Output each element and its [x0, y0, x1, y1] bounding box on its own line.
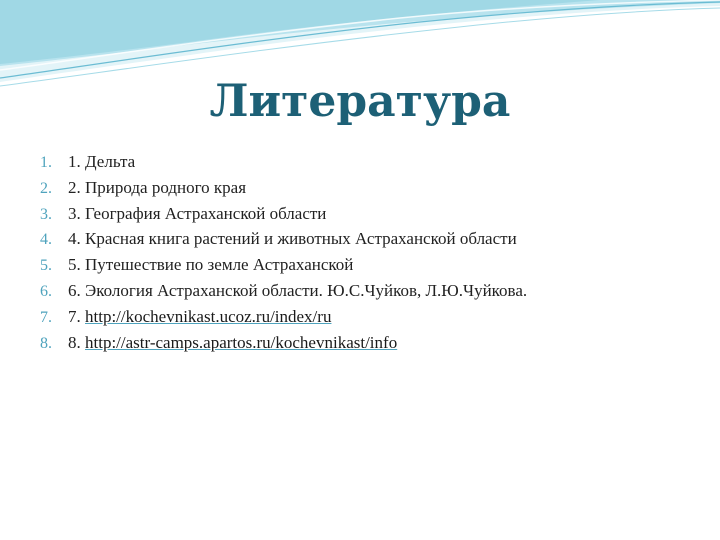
- astr-camps-link[interactable]: http://astr-camps.apartos.ru/kochevnikast/info: [85, 332, 398, 352]
- list-item: [40, 229, 700, 255]
- slide-title: Литература: [209, 76, 511, 127]
- list-item-number: 1.: [40, 154, 52, 171]
- list-item-number: 2.: [40, 179, 52, 197]
- list-item-text: [68, 333, 397, 353]
- list-item-text: 1. Дельта: [68, 152, 136, 171]
- list-item: [40, 255, 700, 281]
- list-item: [40, 307, 700, 333]
- list-item-text: 4. Красная книга растений и животных Астраханской области: [68, 229, 517, 249]
- list-item-number: 3.: [40, 205, 52, 223]
- list-item-prefix: 7.: [68, 306, 85, 326]
- list-item-number: 4.: [40, 231, 52, 249]
- list-item-number: 7.: [40, 308, 52, 326]
- list-item-prefix: 8.: [68, 332, 85, 352]
- list-item-number: 6.: [40, 282, 52, 300]
- kochevnikast-ucoz-link[interactable]: http://kochevnikast.ucoz.ru/index/ru: [85, 306, 332, 326]
- list-item: [40, 333, 700, 359]
- list-item-number: 5.: [40, 257, 52, 275]
- list-item: [40, 152, 700, 178]
- list-item: [40, 204, 700, 230]
- literature-list: [40, 152, 700, 358]
- list-item-text: [68, 307, 331, 327]
- list-item-number: 8.: [40, 334, 52, 352]
- list-item-text: 6. Экология Астраханской области. Ю.С.Чуйков, Л.Ю.Чуйкова.: [68, 280, 528, 300]
- list-item-text: 3. География Астраханской области: [68, 203, 327, 223]
- list-item: [40, 178, 700, 204]
- list-item-text: 5. Путешествие по земле Астраханской: [68, 255, 354, 275]
- list-item-text: 2. Природа родного края: [68, 177, 247, 197]
- list-item: [40, 281, 700, 307]
